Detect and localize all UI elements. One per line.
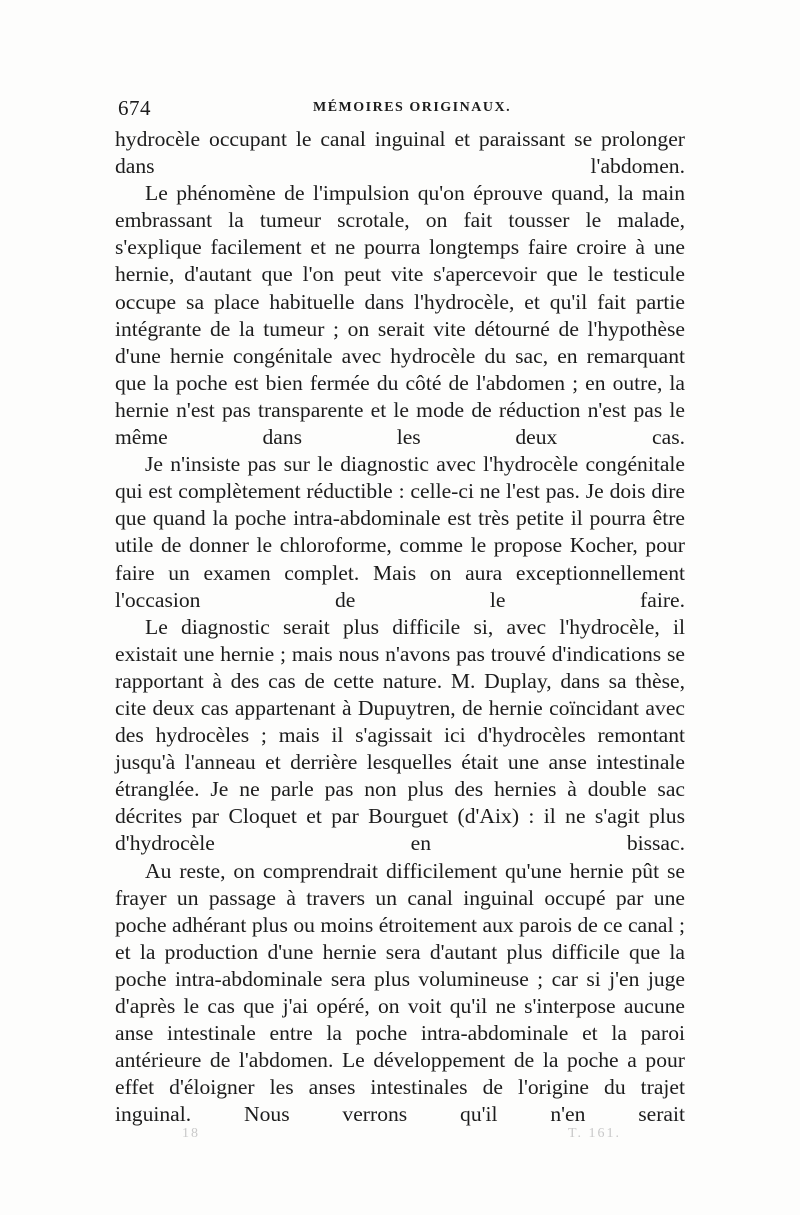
- running-title: MÉMOIRES ORIGINAUX.: [313, 100, 512, 115]
- paragraph-5: Au reste, on comprendrait difficilement qu'une hernie pût se frayer un passage à travers un canal inguinal occupé par une poche adhérant plus ou moins étroitement aux parois de ce canal ; et la production d'une hernie sera d'autant plus difficile que la poche intra-abdominale sera plus volumineuse ; car si j'en juge d'après le cas que j'ai opéré, on voit qu'il ne s'interpose aucune anse intestinale entre la poche intra-abdominale et la paroi antérieure de l'abdomen. Le développement de la poche a pour effet d'éloigner les anses intestinales de l'origine du trajet inguinal. Nous verrons qu'il n'en serait: [115, 858, 685, 1127]
- bleed-through-mark-left: 18: [182, 1126, 200, 1141]
- page-number: 674: [118, 96, 151, 120]
- page-header: [118, 96, 688, 126]
- paragraph-2: Le phénomène de l'impulsion qu'on éprouve quand, la main embrassant la tumeur scrotale, on fait tousser le malade, s'explique facilement et ne pourra longtemps faire croire à une hernie, d'autant que l'on peut vite s'apercevoir que le testicule occupe sa place habituelle dans l'hydrocèle, et qu'il fait partie intégrante de la tumeur ; on serait vite détourné de l'hypothèse d'une hernie congénitale avec hydrocèle du sac, en remarquant que la poche est bien fermée du côté de l'abdomen ; en outre, la hernie n'est pas transparente et le mode de réduction n'est pas le même dans les deux cas.: [115, 181, 685, 450]
- paragraph-3: Je n'insiste pas sur le diagnostic avec l'hydrocèle congénitale qui est complètement réductible : celle-ci ne l'est pas. Je dois dire que quand la poche intra-abdominale est très petite il pourra être utile de donner le chloroforme, comme le propose Kocher, pour faire un examen complet. Mais on aura exceptionnellement l'occasion de le faire.: [115, 452, 685, 612]
- bleed-through-mark-right: T. 161.: [568, 1126, 622, 1141]
- paragraph-1: hydrocèle occupant le canal inguinal et paraissant se prolonger dans l'abdomen.: [115, 127, 685, 179]
- paragraph-4: Le diagnostic serait plus difficile si, avec l'hydrocèle, il existait une hernie ; mais nous n'avons pas trouvé d'indications se rapportant à des cas de cette nature. M. Duplay, dans sa thèse, cite deux cas appartenant à Dupuytren, de hernie coïncidant avec des hydrocèles ; mais il s'agissait ici d'hydrocèles remontant jusqu'à l'anneau et derrière lesquelles était une anse intestinale étranglée. Je ne parle pas non plus des hernies à double sac décrites par Cloquet et par Bourguet (d'Aix) : il ne s'agit plus d'hydrocèle en bissac.: [115, 614, 685, 856]
- body-text: [115, 126, 685, 1128]
